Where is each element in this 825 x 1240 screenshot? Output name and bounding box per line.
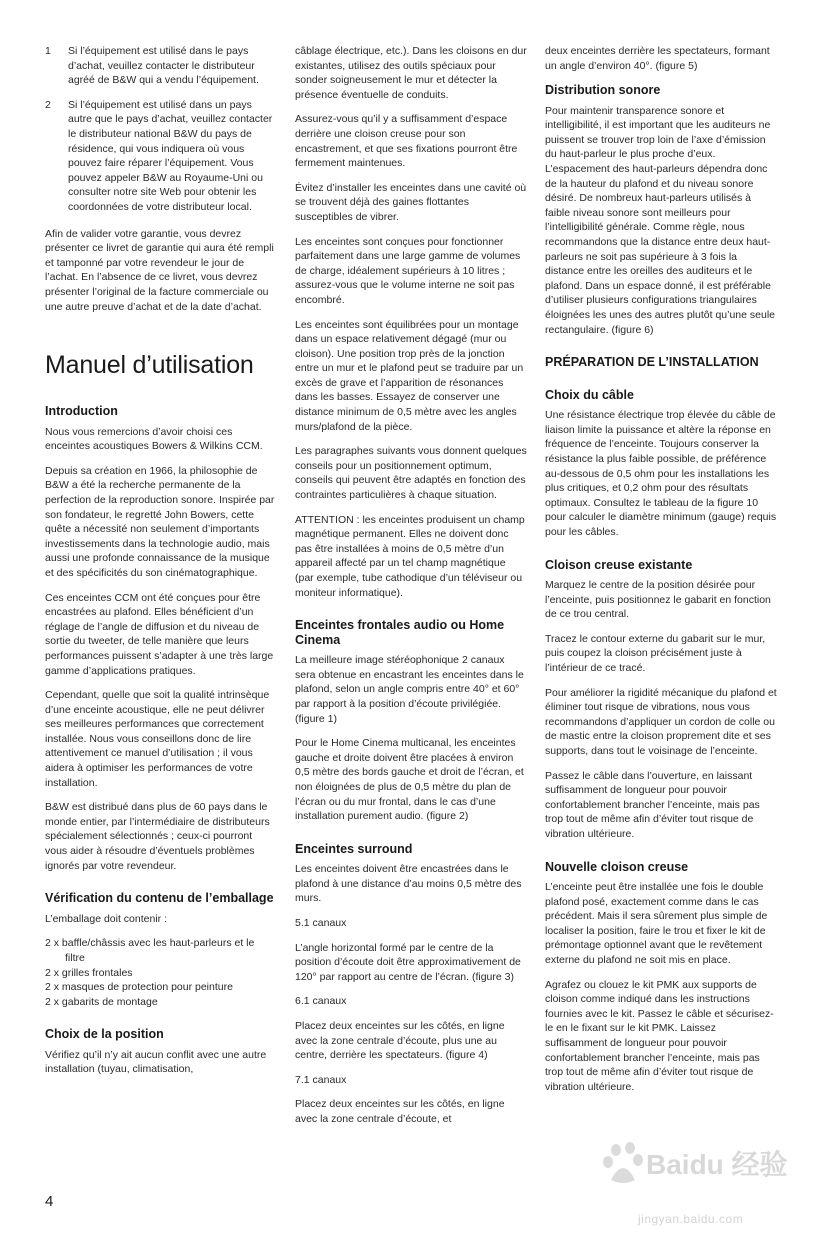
paragraph: 6.1 canaux [295,995,347,1008]
list-text: Si l’équipement est utilisé dans le pays d’achat, veuillez contacter le distributeur agréé de B&W qui a vendu l’équipement. [68,45,259,87]
paragraph: Agrafez ou clouez le kit PMK aux supports de cloison comme indiqué dans les instructions fournies avec le kit. Passez le câble et sécurisez-le en le fixant sur le kit PMK. Laissez suffisamment de longueur pour pouvoir confortablement brancher l’enceinte, mais pas trop tout de même afin d’éviter tout risque de vibration ultérieure. [545,978,774,1093]
paragraph: Assurez-vous qu’il y a suffisamment d’espace derrière une cloison creuse pour son encastrement, et que ses fixations pourront être fermement maintenues. [295,113,518,170]
paragraph: Afin de valider votre garantie, vous devrez présenter ce livret de garantie qui aura été rempli et tamponné par votre revendeur le jour de l’achat. En l’absence de ce livret, vous devrez présenter l’original de la facture commerciale ou une autre preuve d’achat et de la date d’achat. [45,227,274,313]
paragraph: Pour le Home Cinema multicanal, les enceintes gauche et droite doivent être placées à environ 0,5 mètre des bords gauche et droit de l’écran, et non éloignées de plus de 0,5 mètre du plan de l’écran ou du mur frontal, dans le cas d’une installation purement audio. (figure 2) [295,737,524,823]
list-item: 2 x baffle/châssis avec les haut-parleurs et le filtre [45,937,255,964]
column-3 [545,44,777,1104]
section-heading: Introduction [45,404,118,419]
paragraph: B&W est distribué dans plus de 60 pays dans le monde entier, par l’intermédiaire de distributeurs spécialement sélectionnés ; ceux-ci pourront vous aider à résoudre d’éventuels problèmes ignorés par votre revendeur. [45,801,270,872]
list-item: 2 x masques de protection pour peinture [45,981,233,994]
paragraph: L’angle horizontal formé par le centre de la position d’écoute doit être approximativement de 120° par rapport au centre de l’écran. (figure 3) [295,941,521,983]
section-heading: Cloison creuse existante [545,557,693,572]
paragraph: Les enceintes sont conçues pour fonctionner parfaitement dans une large gamme de volumes de charge, idéalement supérieurs à 10 litres ; assurez-vous que le volume interne ne soit pas encombré. [295,235,521,306]
section-heading: PRÉPARATION DE L’INSTALLATION [545,355,759,370]
section-heading: Choix de la position [45,1027,164,1042]
baidu-watermark-logo [586,1140,825,1190]
page-number: 4 [45,1193,54,1210]
section-heading: Distribution sonore [545,83,661,98]
section-heading: Choix du câble [545,387,634,402]
paragraph: Les enceintes sont équilibrées pour un montage dans un espace relativement dégagé (mur ou cloison). Une position trop près de la jonction entre un mur et le plafond peut se traduire par un excès de grave et l’apparition de résonances dans les basses. Essayez de conserver une distance minimum de 0,5 mètre avec les angles murs/plafond de la pièce. [295,318,524,433]
list-number: 1 [45,45,51,57]
paragraph: 7.1 canaux [295,1073,347,1086]
paragraph: Évitez d’installer les enceintes dans une cavité où se trouvent déjà des gaines flottantes susceptibles de vibrer. [295,181,527,223]
paragraph: Les enceintes doivent être encastrées dans le plafond à une distance d’au moins 0,5 mètre des murs. [295,863,522,905]
paragraph: La meilleure image stéréophonique 2 canaux sera obtenue en encastrant les enceintes dans le plafond, selon un angle compris entre 40° et 60° par rapport à la position d’écoute privilégiée. (figure 1) [295,654,524,725]
paragraph: Les paragraphes suivants vous donnent quelques conseils pour un positionnement optimum, conseils qui peuvent être adaptés en fonction des contraintes particulières à chaque situation. [295,445,527,502]
section-heading: Enceintes frontales audio ou Home Cinema [295,618,505,647]
paragraph: 5.1 canaux [295,917,347,929]
column-1 [45,44,277,1087]
section-heading: Vérification du contenu de l’emballage [45,891,274,906]
paragraph: Placez deux enceintes sur les côtés, en ligne avec la zone centrale d’écoute, et [295,1098,505,1125]
paragraph: Depuis sa création en 1966, la philosophie de B&W a été la recherche permanente de la perfection de la reproduction sonore. Inspirée par son fondateur, le regretté John Bowers, cette quête a nécessité non seulement d’importants investissements dans la technologie audio, mais aussi une profonde connaissance de la musique et des spécificités du son cinématographique. [45,464,275,579]
numbered-list [45,44,277,215]
paragraph: Pour maintenir transparence sonore et intelligibilité, il est important que les auditeurs ne puissent se trouver trop loin de l’axe d’émission du haut-parleur le plus proche d’eux. L’espacement des haut-parleurs dépendra donc de la hauteur du plafond et du niveau sonore désiré. De nombreux haut-parleurs utilisés à faible niveau sonore sont meilleurs pour l’intelligibilité générale. Comme règle, nous recommandons que la distance entre deux haut-parleurs ne soit pas supérieure à 3 fois la distance entre les oreilles des auditeurs et le plafond. Dans un espace donné, il est préférable d’utiliser plusieurs configurations triangulaires éloignées les unes des autres plutôt qu’une seule rectangulaire. (figure 6) [545,104,775,336]
paragraph: Nous vous remercions d’avoir choisi ces enceintes acoustiques Bowers & Wilkins CCM. [45,425,263,453]
list-text: Si l’équipement est utilisé dans un pays autre que le pays d’achat, veuillez contacter le distributeur national B&W du pays de résidence, qui vous indiquera où vous pouvez faire réparer l’équipement. Vous pouvez appeler B&W au Royaume-Uni ou consulter notre site Web pour obtenir les coordonnées de votre distributeur local. [68,98,273,213]
paragraph: Marquez le centre de la position désirée pour l’enceinte, puis positionnez le gabarit en fonction de ce trou central. [545,579,771,621]
section-heading: Nouvelle cloison creuse [545,859,689,874]
list-item [45,98,277,215]
list-item: 2 x gabarits de montage [45,995,158,1008]
contents-list [45,936,277,1009]
paragraph: L’emballage doit contenir : [45,912,167,925]
paragraph: Cependant, quelle que soit la qualité intrinsèque d’une enceinte acoustique, elle ne peut délivrer ses meilleures performances que correctement installée. Nous vous conseillons donc de lire attentivement ce manuel d’utilisation ; il vous aidera à optimiser les performances de votre installation. [45,689,270,789]
paragraph: Placez deux enceintes sur les côtés, en ligne avec la zone centrale d’écoute, plus une au centre, derrière les spectateurs. (figure 4) [295,1019,505,1062]
list-item [45,44,277,88]
paragraph: câblage électrique, etc.). Dans les cloisons en dur existantes, utilisez des outils spéciaux pour sonder soigneusement le mur et détecter la présence éventuelle de conduits. [295,45,527,101]
paragraph: ATTENTION : les enceintes produisent un champ magnétique permanent. Elles ne doivent donc pas être installées à moins de 0,5 mètre d’un appareil affecté par un tel champ magnétique (par exemple, tube cathodique d’un téléviseur ou moniteur informatique). [295,513,525,599]
paragraph: Tracez le contour externe du gabarit sur le mur, puis coupez la cloison précisément juste à l’intérieur de ce tracé. [545,632,766,674]
paragraph: Une résistance électrique trop élevée du câble de liaison limite la puissance et altère la réponse en fréquence de l’enceinte. Toujours conserver la résistance la plus faible possible, de préférence au-dessous de 0,5 ohm pour les installations les plus critiques, et 0,2 ohm pour des résultats optimaux. Consultez le tableau de la figure 10 pour calculer le diamètre minimum (gauge) requis pour les câbles. [545,409,777,538]
paragraph: deux enceintes derrière les spectateurs, formant un angle d’environ 40°. (figure 5) [545,45,770,72]
list-item: 2 x grilles frontales [45,966,133,979]
paragraph: Ces enceintes CCM ont été conçues pour être encastrées au plafond. Elles bénéficient d’un réglage de l’angle de diffusion et du niveau de sortie du tweeter, de telle manière que leurs performances puissent s’adapter à une très large gamme d’applications pratiques. [45,591,274,677]
watermark-logo-text: Baidu 经验 [646,1149,788,1180]
paragraph: Vérifiez qu’il n’y ait aucun conflit avec une autre installation (tuyau, climatisation, [45,1048,267,1076]
column-2 [295,44,527,1137]
paragraph: Passez le câble dans l’ouverture, en laissant suffisamment de longueur pour pouvoir confortablement brancher l’enceinte, mais pas trop tout de même afin d’éviter tout risque de vibration ultérieure. [545,769,760,840]
list-number: 2 [45,98,51,111]
page-title: Manuel d’utilisation [45,351,254,380]
watermark-url: jingyan.baidu.com [638,1212,744,1226]
paragraph: Pour améliorer la rigidité mécanique du plafond et éliminer tout risque de vibrations, nous vous recommandons d’appliquer un cordon de colle ou de mastic entre la cloison proprement dite et ses supports, dans tout le voisinage de l’enceinte. [545,686,777,757]
section-heading: Enceintes surround [295,841,413,856]
paragraph: L’enceinte peut être installée une fois le double plafond posé, exactement comme dans le cas précédent. Mais il sera sûrement plus simple de localiser la position, faire le trou et fixer le kit de prémontage optionnel avant que le revêtement externe du plafond ne soit mis en place. [545,881,768,966]
